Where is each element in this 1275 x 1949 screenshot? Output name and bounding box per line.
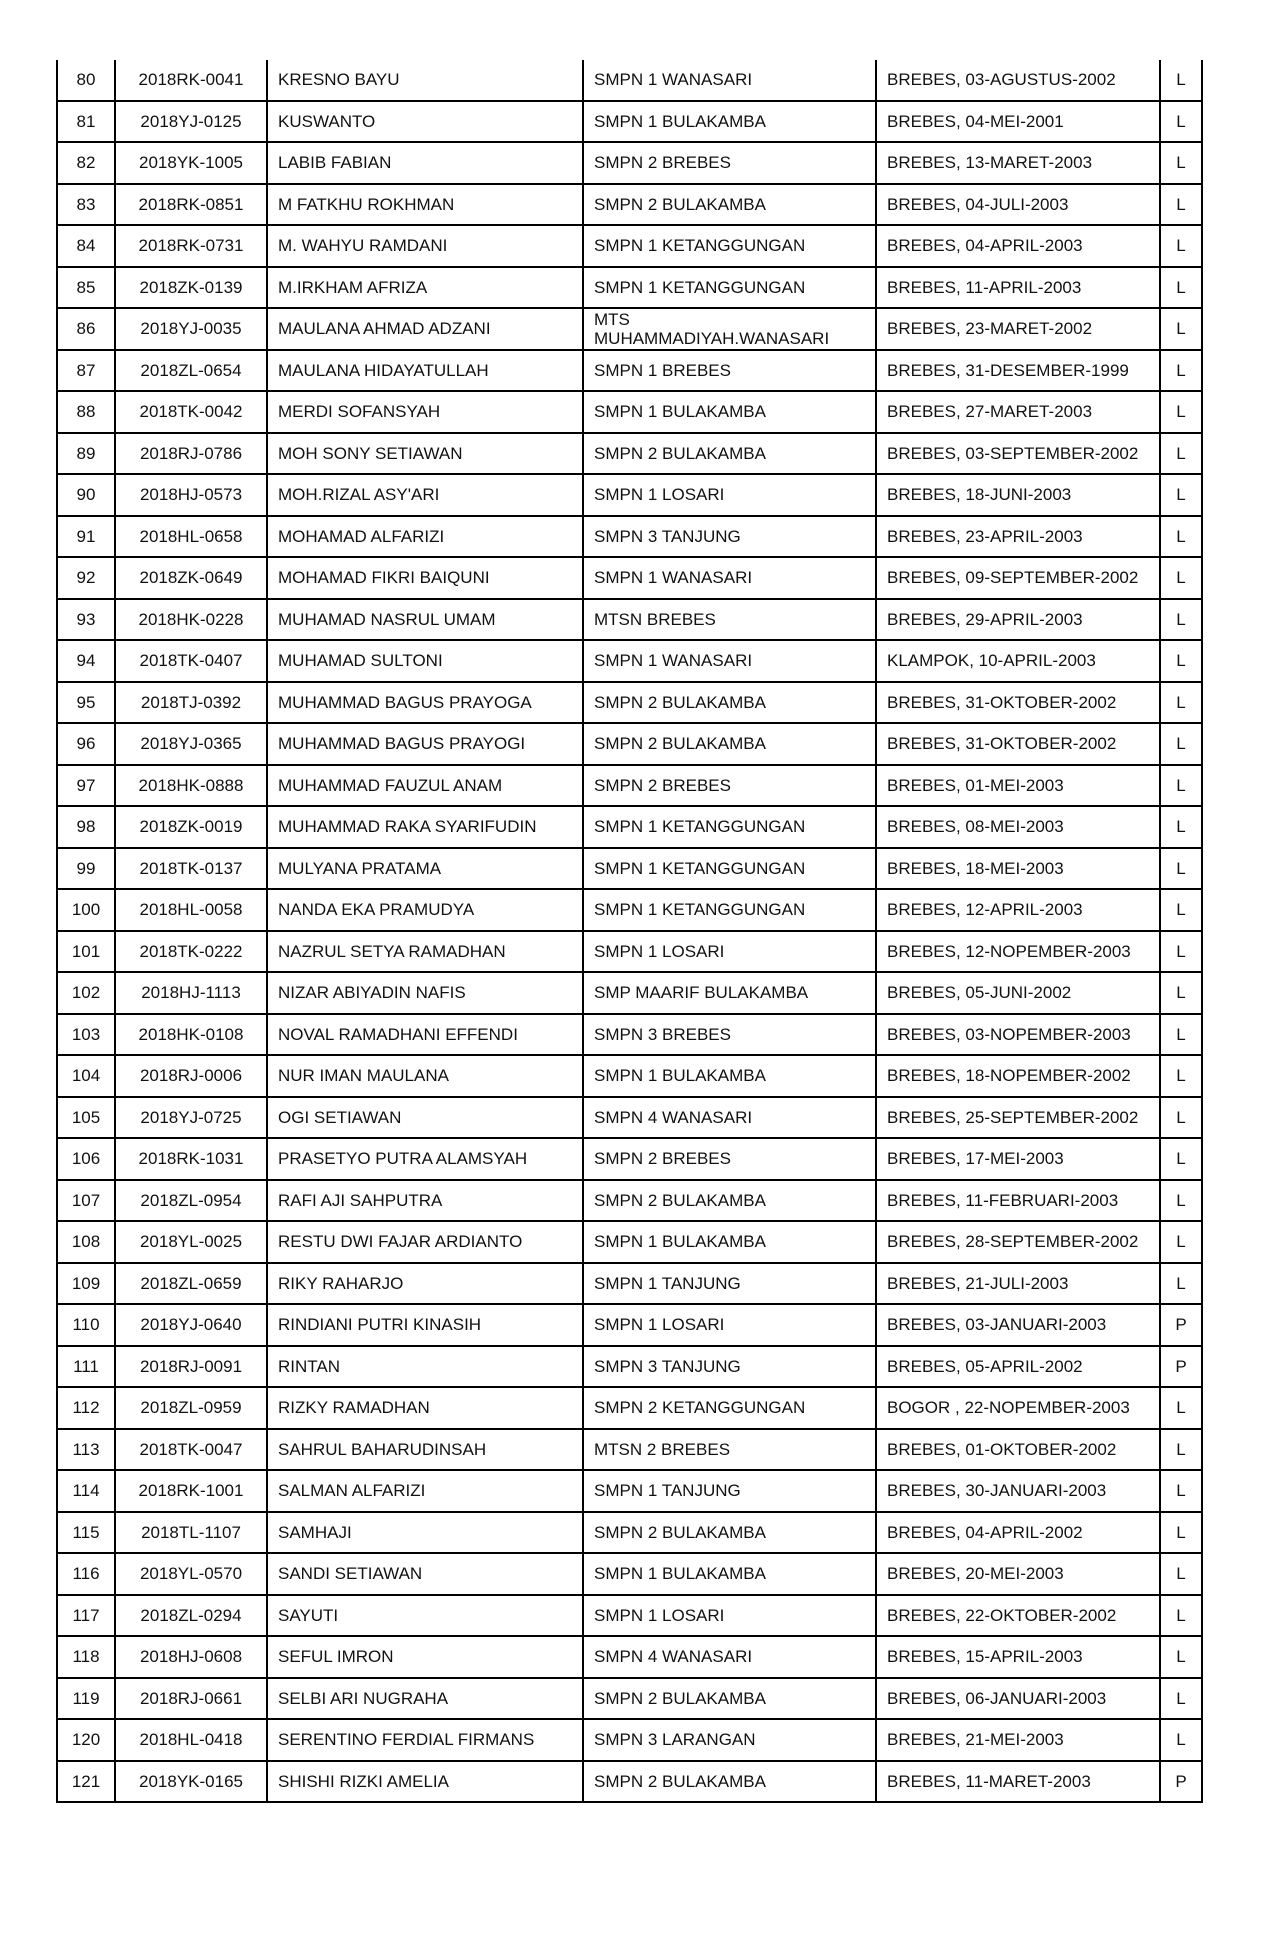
birth-place-date: BREBES, 13-MARET-2003 [876,142,1160,184]
birth-place-date: BREBES, 28-SEPTEMBER-2002 [876,1221,1160,1263]
row-number: 81 [57,101,115,143]
row-number: 113 [57,1429,115,1471]
origin-school: SMPN 3 TANJUNG [583,1346,876,1388]
row-number: 99 [57,848,115,890]
row-number: 107 [57,1180,115,1222]
gender: L [1160,1429,1202,1471]
origin-school: SMPN 1 KETANGGUNGAN [583,889,876,931]
student-name: MULYANA PRATAMA [267,848,583,890]
table-row [57,1719,1202,1761]
origin-school: SMPN 1 LOSARI [583,1304,876,1346]
row-number: 100 [57,889,115,931]
registration-number: 2018TL-1107 [115,1512,267,1554]
row-number: 115 [57,1512,115,1554]
gender: L [1160,1138,1202,1180]
student-name: NOVAL RAMADHANI EFFENDI [267,1014,583,1056]
table-row [57,1180,1202,1222]
student-name: KRESNO BAYU [267,60,583,101]
gender: L [1160,972,1202,1014]
row-number: 104 [57,1055,115,1097]
gender: L [1160,1678,1202,1720]
birth-place-date: BREBES, 03-AGUSTUS-2002 [876,60,1160,101]
registration-number: 2018YJ-0365 [115,723,267,765]
origin-school: SMPN 3 BREBES [583,1014,876,1056]
registration-number: 2018YK-0165 [115,1761,267,1803]
student-name: MUHAMMAD BAGUS PRAYOGI [267,723,583,765]
registration-number: 2018TK-0407 [115,640,267,682]
row-number: 96 [57,723,115,765]
registration-number: 2018YJ-0125 [115,101,267,143]
table-row [57,1304,1202,1346]
table-row [57,1678,1202,1720]
registration-number: 2018HK-0228 [115,599,267,641]
origin-school: SMPN 2 BULAKAMBA [583,433,876,475]
row-number: 82 [57,142,115,184]
gender: L [1160,60,1202,101]
origin-school: SMPN 3 TANJUNG [583,516,876,558]
registration-number: 2018RJ-0006 [115,1055,267,1097]
origin-school: SMPN 1 KETANGGUNGAN [583,848,876,890]
student-name: KUSWANTO [267,101,583,143]
student-name: MAULANA HIDAYATULLAH [267,350,583,392]
row-number: 108 [57,1221,115,1263]
student-name: MUHAMMAD FAUZUL ANAM [267,765,583,807]
table-row [57,1014,1202,1056]
gender: L [1160,682,1202,724]
gender: P [1160,1761,1202,1803]
gender: L [1160,184,1202,226]
row-number: 86 [57,308,115,350]
table-row [57,142,1202,184]
student-name: PRASETYO PUTRA ALAMSYAH [267,1138,583,1180]
birth-place-date: BREBES, 06-JANUARI-2003 [876,1678,1160,1720]
registration-number: 2018HL-0058 [115,889,267,931]
student-name: NAZRUL SETYA RAMADHAN [267,931,583,973]
origin-school: SMPN 1 BULAKAMBA [583,1553,876,1595]
origin-school: SMPN 2 BULAKAMBA [583,1512,876,1554]
student-name: M. WAHYU RAMDANI [267,225,583,267]
birth-place-date: BREBES, 03-JANUARI-2003 [876,1304,1160,1346]
gender: L [1160,765,1202,807]
gender: L [1160,1221,1202,1263]
registration-number: 2018RK-0731 [115,225,267,267]
registration-number: 2018RK-0041 [115,60,267,101]
origin-school: SMPN 1 TANJUNG [583,1263,876,1305]
origin-school: SMPN 2 BULAKAMBA [583,184,876,226]
birth-place-date: BREBES, 21-JULI-2003 [876,1263,1160,1305]
gender: L [1160,433,1202,475]
table-row [57,806,1202,848]
row-number: 101 [57,931,115,973]
table-row [57,1221,1202,1263]
table-row [57,1097,1202,1139]
row-number: 91 [57,516,115,558]
birth-place-date: BREBES, 12-APRIL-2003 [876,889,1160,931]
student-name: MUHAMMAD RAKA SYARIFUDIN [267,806,583,848]
birth-place-date: BREBES, 08-MEI-2003 [876,806,1160,848]
origin-school: SMPN 2 BULAKAMBA [583,682,876,724]
gender: L [1160,1636,1202,1678]
table-row [57,765,1202,807]
birth-place-date: BREBES, 05-APRIL-2002 [876,1346,1160,1388]
registration-number: 2018ZL-0959 [115,1387,267,1429]
origin-school: SMPN 2 BREBES [583,765,876,807]
origin-school: SMPN 1 WANASARI [583,60,876,101]
gender: L [1160,516,1202,558]
table-row [57,308,1202,350]
row-number: 87 [57,350,115,392]
gender: L [1160,931,1202,973]
origin-school: SMPN 2 KETANGGUNGAN [583,1387,876,1429]
table-row [57,640,1202,682]
table-row [57,101,1202,143]
roster-body [57,60,1202,1802]
birth-place-date: BREBES, 15-APRIL-2003 [876,1636,1160,1678]
row-number: 120 [57,1719,115,1761]
table-row [57,60,1202,101]
birth-place-date: BREBES, 31-DESEMBER-1999 [876,350,1160,392]
birth-place-date: BREBES, 27-MARET-2003 [876,391,1160,433]
birth-place-date: BREBES, 04-APRIL-2003 [876,225,1160,267]
table-row [57,889,1202,931]
student-name: MERDI SOFANSYAH [267,391,583,433]
table-row [57,267,1202,309]
origin-school: SMPN 1 LOSARI [583,474,876,516]
student-roster-table [56,60,1203,1803]
registration-number: 2018HK-0888 [115,765,267,807]
gender: L [1160,640,1202,682]
origin-school: SMPN 1 BULAKAMBA [583,101,876,143]
table-row [57,350,1202,392]
gender: L [1160,267,1202,309]
table-row [57,1346,1202,1388]
student-name: MOHAMAD ALFARIZI [267,516,583,558]
row-number: 103 [57,1014,115,1056]
birth-place-date: BREBES, 04-JULI-2003 [876,184,1160,226]
birth-place-date: BREBES, 17-MEI-2003 [876,1138,1160,1180]
row-number: 114 [57,1470,115,1512]
registration-number: 2018RK-0851 [115,184,267,226]
table-row [57,848,1202,890]
student-name: SERENTINO FERDIAL FIRMANS [267,1719,583,1761]
student-name: MOH SONY SETIAWAN [267,433,583,475]
origin-school: SMPN 2 BULAKAMBA [583,1761,876,1803]
registration-number: 2018ZK-0649 [115,557,267,599]
table-row [57,599,1202,641]
student-name: SELBI ARI NUGRAHA [267,1678,583,1720]
registration-number: 2018HJ-0573 [115,474,267,516]
birth-place-date: BREBES, 23-APRIL-2003 [876,516,1160,558]
registration-number: 2018ZL-0294 [115,1595,267,1637]
registration-number: 2018YK-1005 [115,142,267,184]
student-name: RINDIANI PUTRI KINASIH [267,1304,583,1346]
row-number: 85 [57,267,115,309]
gender: L [1160,1595,1202,1637]
registration-number: 2018RJ-0091 [115,1346,267,1388]
table-row [57,1761,1202,1803]
birth-place-date: BREBES, 01-OKTOBER-2002 [876,1429,1160,1471]
origin-school: SMPN 1 WANASARI [583,557,876,599]
row-number: 90 [57,474,115,516]
gender: L [1160,1055,1202,1097]
gender: L [1160,101,1202,143]
student-name: MUHAMAD NASRUL UMAM [267,599,583,641]
gender: L [1160,1719,1202,1761]
origin-school: SMPN 1 TANJUNG [583,1470,876,1512]
registration-number: 2018ZK-0019 [115,806,267,848]
table-row [57,682,1202,724]
gender: P [1160,1304,1202,1346]
student-name: LABIB FABIAN [267,142,583,184]
registration-number: 2018HJ-1113 [115,972,267,1014]
birth-place-date: BREBES, 18-NOPEMBER-2002 [876,1055,1160,1097]
registration-number: 2018YJ-0725 [115,1097,267,1139]
row-number: 93 [57,599,115,641]
registration-number: 2018YL-0025 [115,1221,267,1263]
registration-number: 2018HJ-0608 [115,1636,267,1678]
registration-number: 2018YJ-0035 [115,308,267,350]
student-name: MUHAMAD SULTONI [267,640,583,682]
row-number: 119 [57,1678,115,1720]
birth-place-date: KLAMPOK, 10-APRIL-2003 [876,640,1160,682]
gender: L [1160,308,1202,350]
student-name: RIZKY RAMADHAN [267,1387,583,1429]
row-number: 109 [57,1263,115,1305]
origin-school: MTS MUHAMMADIYAH.WANASARI [583,308,876,350]
origin-school: SMPN 1 BULAKAMBA [583,391,876,433]
birth-place-date: BREBES, 12-NOPEMBER-2003 [876,931,1160,973]
gender: L [1160,391,1202,433]
gender: L [1160,1014,1202,1056]
gender: L [1160,1512,1202,1554]
origin-school: SMPN 1 BREBES [583,350,876,392]
gender: L [1160,225,1202,267]
gender: L [1160,142,1202,184]
gender: L [1160,1470,1202,1512]
row-number: 105 [57,1097,115,1139]
table-row [57,972,1202,1014]
origin-school: MTSN 2 BREBES [583,1429,876,1471]
table-row [57,1470,1202,1512]
registration-number: 2018ZL-0659 [115,1263,267,1305]
gender: L [1160,350,1202,392]
row-number: 97 [57,765,115,807]
birth-place-date: BREBES, 01-MEI-2003 [876,765,1160,807]
origin-school: SMPN 1 LOSARI [583,931,876,973]
origin-school: SMPN 1 KETANGGUNGAN [583,267,876,309]
table-row [57,516,1202,558]
gender: L [1160,723,1202,765]
table-row [57,931,1202,973]
student-name: MOH.RIZAL ASY'ARI [267,474,583,516]
birth-place-date: BREBES, 05-JUNI-2002 [876,972,1160,1014]
birth-place-date: BREBES, 20-MEI-2003 [876,1553,1160,1595]
registration-number: 2018YL-0570 [115,1553,267,1595]
birth-place-date: BREBES, 30-JANUARI-2003 [876,1470,1160,1512]
gender: L [1160,557,1202,599]
row-number: 92 [57,557,115,599]
registration-number: 2018ZL-0654 [115,350,267,392]
birth-place-date: BREBES, 11-APRIL-2003 [876,267,1160,309]
gender: L [1160,1387,1202,1429]
origin-school: SMPN 1 BULAKAMBA [583,1221,876,1263]
birth-place-date: BOGOR , 22-NOPEMBER-2003 [876,1387,1160,1429]
student-name: RAFI AJI SAHPUTRA [267,1180,583,1222]
registration-number: 2018RJ-0786 [115,433,267,475]
origin-school: SMPN 3 LARANGAN [583,1719,876,1761]
registration-number: 2018ZL-0954 [115,1180,267,1222]
student-name: M.IRKHAM AFRIZA [267,267,583,309]
row-number: 89 [57,433,115,475]
table-row [57,1553,1202,1595]
origin-school: SMPN 2 BULAKAMBA [583,1678,876,1720]
row-number: 95 [57,682,115,724]
origin-school: SMPN 2 BULAKAMBA [583,723,876,765]
row-number: 106 [57,1138,115,1180]
birth-place-date: BREBES, 09-SEPTEMBER-2002 [876,557,1160,599]
student-name: SEFUL IMRON [267,1636,583,1678]
row-number: 118 [57,1636,115,1678]
row-number: 116 [57,1553,115,1595]
student-name: MAULANA AHMAD ADZANI [267,308,583,350]
origin-school: SMPN 1 KETANGGUNGAN [583,806,876,848]
student-name: RINTAN [267,1346,583,1388]
student-name: SAYUTI [267,1595,583,1637]
registration-number: 2018RK-1001 [115,1470,267,1512]
student-name: RESTU DWI FAJAR ARDIANTO [267,1221,583,1263]
birth-place-date: BREBES, 18-JUNI-2003 [876,474,1160,516]
student-name: SAHRUL BAHARUDINSAH [267,1429,583,1471]
student-name: SANDI SETIAWAN [267,1553,583,1595]
origin-school: SMPN 2 BREBES [583,142,876,184]
row-number: 98 [57,806,115,848]
birth-place-date: BREBES, 22-OKTOBER-2002 [876,1595,1160,1637]
origin-school: SMP MAARIF BULAKAMBA [583,972,876,1014]
table-row [57,557,1202,599]
birth-place-date: BREBES, 29-APRIL-2003 [876,599,1160,641]
gender: L [1160,848,1202,890]
gender: L [1160,1180,1202,1222]
table-row [57,723,1202,765]
row-number: 84 [57,225,115,267]
origin-school: MTSN BREBES [583,599,876,641]
table-row [57,1263,1202,1305]
student-name: RIKY RAHARJO [267,1263,583,1305]
student-name: NUR IMAN MAULANA [267,1055,583,1097]
birth-place-date: BREBES, 31-OKTOBER-2002 [876,682,1160,724]
registration-number: 2018RJ-0661 [115,1678,267,1720]
row-number: 110 [57,1304,115,1346]
registration-number: 2018ZK-0139 [115,267,267,309]
birth-place-date: BREBES, 25-SEPTEMBER-2002 [876,1097,1160,1139]
registration-number: 2018TJ-0392 [115,682,267,724]
table-row [57,1595,1202,1637]
birth-place-date: BREBES, 21-MEI-2003 [876,1719,1160,1761]
registration-number: 2018HL-0658 [115,516,267,558]
birth-place-date: BREBES, 11-FEBRUARI-2003 [876,1180,1160,1222]
birth-place-date: BREBES, 03-SEPTEMBER-2002 [876,433,1160,475]
registration-number: 2018YJ-0640 [115,1304,267,1346]
table-row [57,1512,1202,1554]
student-name: MOHAMAD FIKRI BAIQUNI [267,557,583,599]
student-name: MUHAMMAD BAGUS PRAYOGA [267,682,583,724]
birth-place-date: BREBES, 11-MARET-2003 [876,1761,1160,1803]
gender: L [1160,599,1202,641]
registration-number: 2018HK-0108 [115,1014,267,1056]
registration-number: 2018RK-1031 [115,1138,267,1180]
gender: L [1160,1263,1202,1305]
row-number: 121 [57,1761,115,1803]
table-row [57,184,1202,226]
row-number: 102 [57,972,115,1014]
registration-number: 2018TK-0137 [115,848,267,890]
row-number: 111 [57,1346,115,1388]
birth-place-date: BREBES, 18-MEI-2003 [876,848,1160,890]
table-row [57,391,1202,433]
gender: L [1160,889,1202,931]
table-row [57,1429,1202,1471]
row-number: 117 [57,1595,115,1637]
birth-place-date: BREBES, 04-APRIL-2002 [876,1512,1160,1554]
birth-place-date: BREBES, 04-MEI-2001 [876,101,1160,143]
origin-school: SMPN 2 BULAKAMBA [583,1180,876,1222]
gender: L [1160,474,1202,516]
origin-school: SMPN 1 BULAKAMBA [583,1055,876,1097]
student-name: NIZAR ABIYADIN NAFIS [267,972,583,1014]
gender: P [1160,1346,1202,1388]
table-row [57,433,1202,475]
gender: L [1160,806,1202,848]
student-name: SAMHAJI [267,1512,583,1554]
origin-school: SMPN 1 LOSARI [583,1595,876,1637]
gender: L [1160,1553,1202,1595]
table-row [57,474,1202,516]
origin-school: SMPN 2 BREBES [583,1138,876,1180]
table-row [57,1387,1202,1429]
origin-school: SMPN 4 WANASARI [583,1636,876,1678]
row-number: 112 [57,1387,115,1429]
gender: L [1160,1097,1202,1139]
birth-place-date: BREBES, 03-NOPEMBER-2003 [876,1014,1160,1056]
registration-number: 2018HL-0418 [115,1719,267,1761]
birth-place-date: BREBES, 23-MARET-2002 [876,308,1160,350]
table-row [57,225,1202,267]
student-name: M FATKHU ROKHMAN [267,184,583,226]
table-row [57,1636,1202,1678]
origin-school: SMPN 1 WANASARI [583,640,876,682]
student-name: OGI SETIAWAN [267,1097,583,1139]
origin-school: SMPN 4 WANASARI [583,1097,876,1139]
birth-place-date: BREBES, 31-OKTOBER-2002 [876,723,1160,765]
student-name: SALMAN ALFARIZI [267,1470,583,1512]
row-number: 94 [57,640,115,682]
registration-number: 2018TK-0047 [115,1429,267,1471]
student-name: NANDA EKA PRAMUDYA [267,889,583,931]
registration-number: 2018TK-0042 [115,391,267,433]
row-number: 88 [57,391,115,433]
table-row [57,1138,1202,1180]
row-number: 80 [57,60,115,101]
student-name: SHISHI RIZKI AMELIA [267,1761,583,1803]
registration-number: 2018TK-0222 [115,931,267,973]
table-row [57,1055,1202,1097]
origin-school: SMPN 1 KETANGGUNGAN [583,225,876,267]
row-number: 83 [57,184,115,226]
